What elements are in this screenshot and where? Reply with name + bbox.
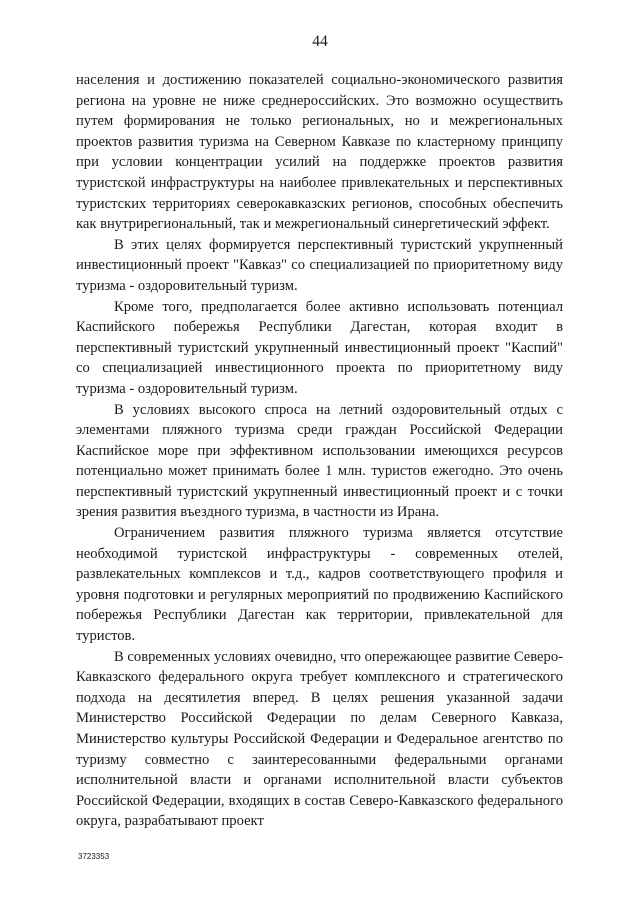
paragraph-strategic-approach: В современных условиях очевидно, что опережающее развитие Северо-Кавказского федерального округа требует комплексного и стратегического подхода на десятилетия вперед. В целях решения указанной задачи Министерство Российской Федерации по делам Северного Кавказа, Министерство культуры Российской Федерации и Федеральное агентство по туризму совместно с заинтересованными федеральными органами исполнительной власти и органами исполнительной власти субъектов Российской Федерации, входящих в состав Северо-Кавказского федерального округа, разрабатывают проект [76, 648, 563, 830]
paragraph-kavkaz-project: В этих целях формируется перспективный туристский укрупненный инвестиционный проект "Кавказ" со специализацией по приоритетному виду туризма - оздоровительный туризм. [76, 236, 563, 294]
document-code: 3723353 [78, 852, 110, 861]
paragraph-infrastructure-limits: Ограничением развития пляжного туризма является отсутствие необходимой туристской инфраструктуры - современных отелей, развлекательных комплексов и т.д., кадров соответствующего профиля и уровня подготовки и регулярных мероприятий по продвижению Каспийского побережья Республики Дагестан как территории, привлекательной для туристов. [76, 525, 563, 645]
page-number: 44 [312, 33, 328, 50]
paragraph-kaspiy-project: Кроме того, предполагается более активно использовать потенциал Каспийского побережья Республики Дагестан, которая входит в перспективный туристский укрупненный инвестиционный проект "Каспий" со специализацией инвестиционного проекта по приоритетному виду туризма - оздоровительный туризм. [76, 298, 563, 397]
paragraph-beach-tourism-demand: В условиях высокого спроса на летний оздоровительный отдых с элементами пляжного туризма среди граждан Российской Федерации Каспийское море при эффективном использовании имеющихся ресурсов потенциально может принимать более 1 млн. туристов ежегодно. Это очень перспективный туристский укрупненный инвестиционный проект и с точки зрения развития въездного туризма, в частности из Ирана. [76, 401, 563, 521]
paragraph-continuation: населения и достижению показателей социально-экономического развития региона на уровне не ниже среднероссийских. Это возможно осуществить путем формирования не только региональных, но и межрегиональных проектов развития туризма на Северном Кавказе по кластерному принципу при условии концентрации усилий на поддержке проектов развития туристской инфраструктуры на наиболее привлекательных и перспективных туристских территориях северокавказских регионов, способных обеспечить как внутрирегиональный, так и межрегиональный синергетический эффект. [76, 72, 563, 233]
body-text [76, 70, 563, 832]
